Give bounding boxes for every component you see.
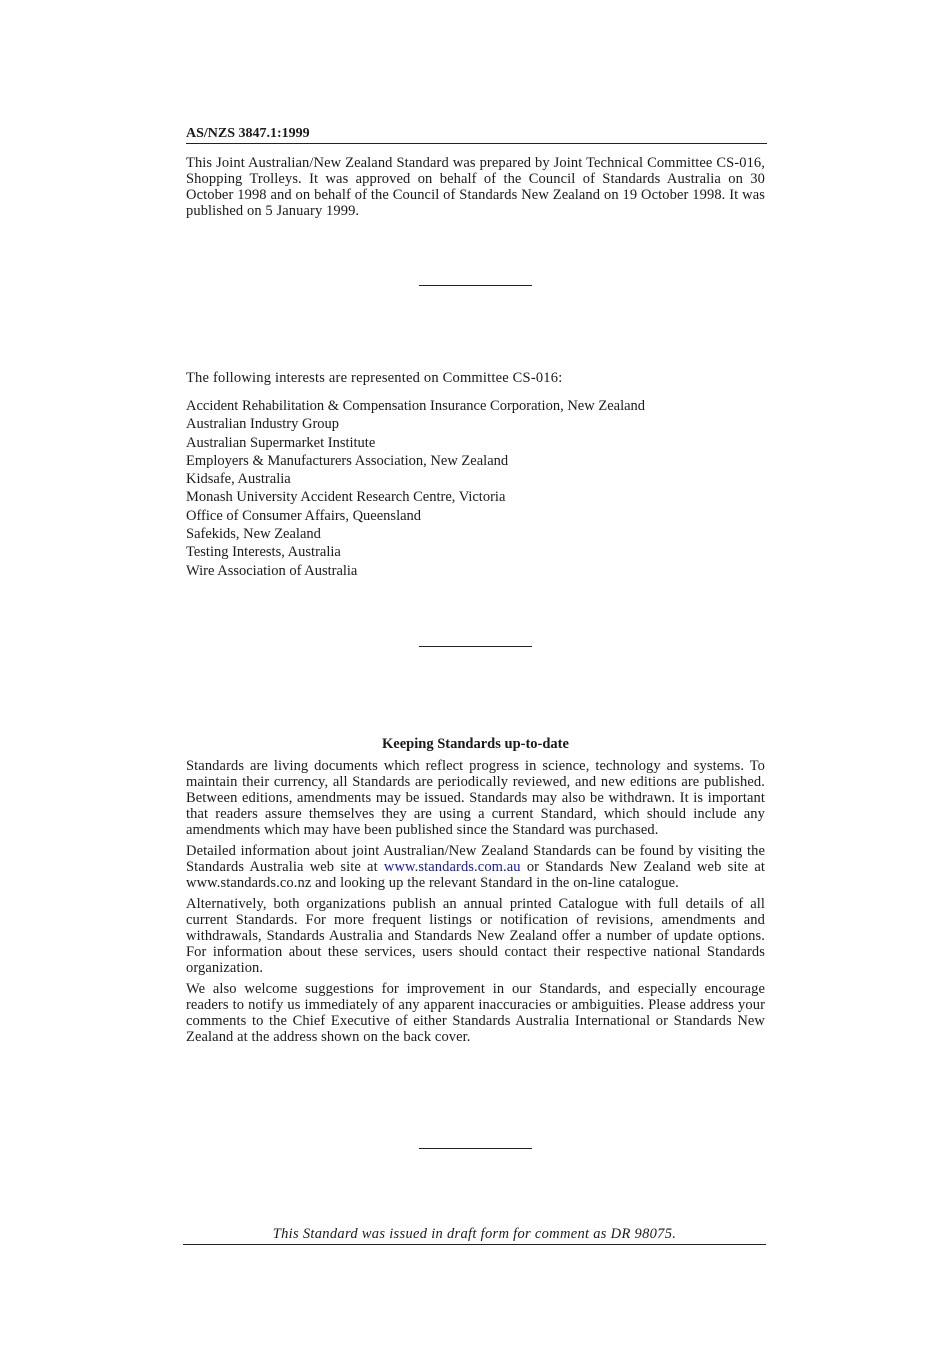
list-item: Safekids, New Zealand [186,526,321,543]
section-title: Keeping Standards up-to-date [382,736,569,752]
list-item: Australian Industry Group [186,416,340,433]
paragraph-text: or Standards New Zealand web site at www.standards.co.nz and looking up the relevant Standard in the on-line catalogue. [186,859,765,891]
list-item: Accident Rehabilitation & Compensation Insurance Corporation, New Zealand [186,398,646,414]
draft-note-footer: This Standard was issued in draft form for comment as DR 98075. [183,1226,766,1245]
list-item: Kidsafe, Australia [186,471,291,488]
body-paragraph: Standards are living documents which reflect progress in science, technology and systems. To maintain their currency, all Standards are periodically reviewed, and new editions are published. Between editions, amendments may be issued. Standards may also be withdrawn. It is important that readers assure themselves they are using a current Standard, which should include any amendments which may have been published since the Standard was purchased. [186,758,765,838]
body-paragraph: Alternatively, both organizations publish an annual printed Catalogue with full details of all current Standards. For more frequent listings or notification of revisions, amendments and withdrawals, Standards Australia and Standards New Zealand offer a number of update options. For information about these services, users should contact their respective national Standards organization. [186,896,765,976]
list-item: Testing Interests, Australia [186,544,341,561]
preparation-paragraph: This Joint Australian/New Zealand Standard was prepared by Joint Technical Committee CS-016, Shopping Trolleys. It was approved on behalf of the Council of Standards Australia on 30 October 1998 and on behalf of the Council of Standards New Zealand on 19 October 1998. It was published on 5 January 1999. [186,155,765,219]
list-item: Australian Supermarket Institute [186,434,376,451]
list-item: Employers & Manufacturers Association, New Zealand [186,452,509,469]
keeping-up-to-date-body [186,758,765,1050]
interests-list [186,397,645,580]
section-divider [419,285,532,286]
document-page [186,0,765,1345]
section-divider [419,646,532,647]
section-divider [419,1148,532,1149]
standards-australia-link[interactable]: www.standards.com.au [383,859,521,875]
list-item: Wire Association of Australia [186,562,358,579]
body-paragraph [186,843,765,891]
body-paragraph: We also welcome suggestions for improvement in our Standards, and especially encourage readers to notify us immediately of any apparent inaccuracies or ambiguities. Please address your comments to the Chief Executive of either Standards Australia International or Standards New Zealand at the address shown on the back cover. [186,981,765,1045]
interests-intro: The following interests are represented on Committee CS-016: [186,370,563,386]
list-item: Office of Consumer Affairs, Queensland [186,507,422,524]
list-item: Monash University Accident Research Centre, Victoria [186,489,506,506]
paragraph-text: Detailed information about joint Australian/New Zealand Standards can be found by visiting the Standards Australia web site at [186,843,765,875]
standard-code-header: AS/NZS 3847.1:1999 [186,125,767,144]
